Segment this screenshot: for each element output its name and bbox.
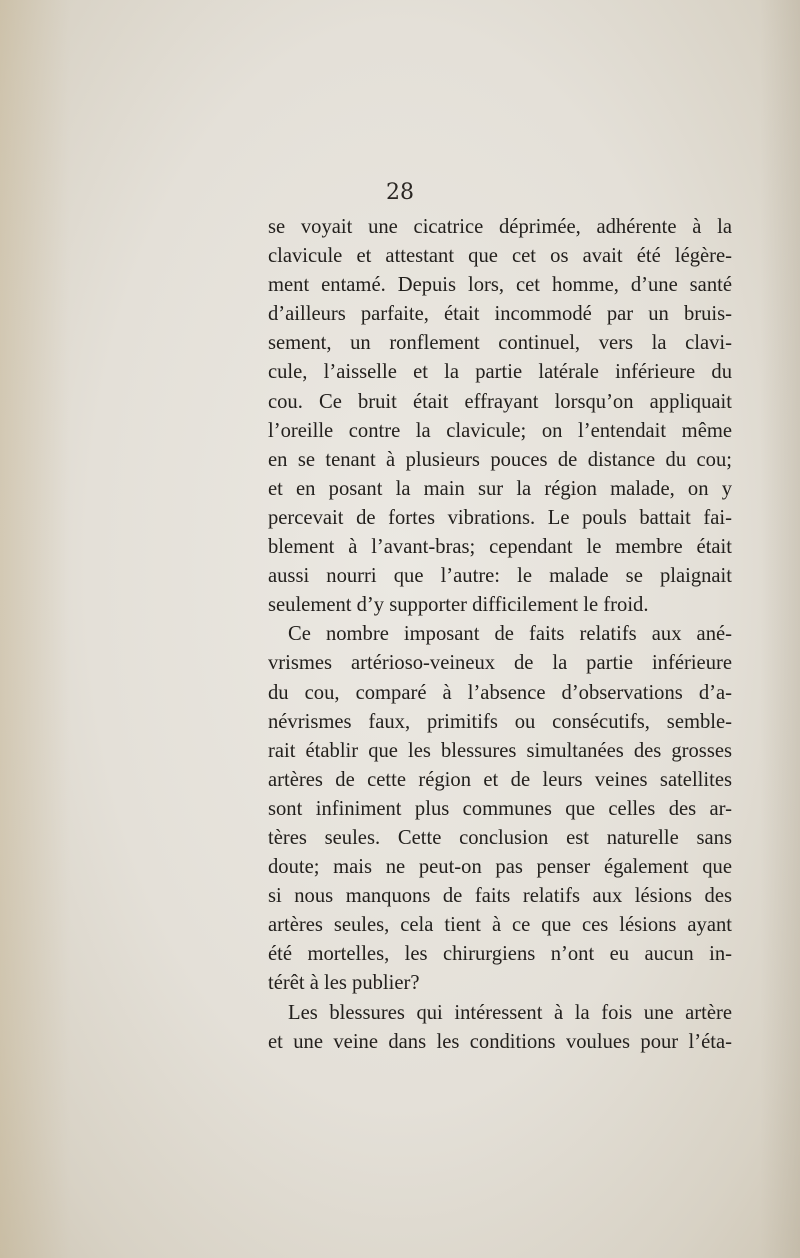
- body-text: [268, 213, 732, 1057]
- text-line: se voyait une cicatrice déprimée, adhérente à la: [268, 216, 732, 238]
- text-line: du cou, comparé à l’absence d’observations d’a-: [268, 681, 732, 704]
- text-line: aussi nourri que l’autre: le malade se plaignait: [268, 565, 732, 588]
- text-line: et en posant la main sur la région malade, on y: [268, 477, 732, 500]
- text-line: tères seules. Cette conclusion est naturelle sans: [268, 826, 732, 849]
- text-line: névrismes faux, primitifs ou consécutifs, semble-: [268, 710, 732, 733]
- text-line: artères de cette région et de leurs veines satellites: [268, 768, 732, 791]
- text-line: térêt à les publier?: [268, 972, 420, 995]
- text-line: l’oreille contre la clavicule; on l’entendait même: [268, 419, 732, 442]
- page-number: 28: [386, 180, 414, 205]
- text-line: rait établir que les blessures simultanées des grosses: [268, 739, 732, 762]
- text-line: Les blessures qui intéressent à la fois une artère: [288, 1001, 732, 1024]
- text-line: doute; mais ne peut-on pas penser également que: [268, 856, 732, 879]
- text-line: sont infiniment plus communes que celles des ar-: [268, 797, 732, 820]
- text-line: d’ailleurs parfaite, était incommodé par un bruis-: [268, 303, 732, 326]
- text-line: en se tenant à plusieurs pouces de distance du cou;: [268, 448, 732, 471]
- text-line: sement, un ronflement continuel, vers la clavi-: [268, 332, 732, 355]
- text-line: et une veine dans les conditions voulues pour l’éta-: [268, 1030, 732, 1053]
- text-line: ment entamé. Depuis lors, cet homme, d’une santé: [268, 274, 732, 297]
- text-line: cule, l’aisselle et la partie latérale inférieure du: [268, 361, 732, 384]
- text-line: vrismes artérioso-veineux de la partie inférieure: [268, 652, 732, 675]
- text-line: blement à l’avant-bras; cependant le membre était: [268, 536, 732, 559]
- text-line: Ce nombre imposant de faits relatifs aux ané-: [288, 623, 732, 646]
- text-line: si nous manquons de faits relatifs aux lésions des: [268, 885, 732, 908]
- text-line: été mortelles, les chirurgiens n’ont eu aucun in-: [268, 943, 732, 966]
- text-line: clavicule et attestant que cet os avait été légère-: [268, 245, 732, 268]
- text-line: artères seules, cela tient à ce que ces lésions ayant: [268, 914, 732, 937]
- text-line: percevait de fortes vibrations. Le pouls battait fai-: [268, 506, 732, 529]
- text-line: cou. Ce bruit était effrayant lorsqu’on appliquait: [268, 390, 732, 413]
- text-line: seulement d’y supporter difficilement le froid.: [268, 594, 649, 617]
